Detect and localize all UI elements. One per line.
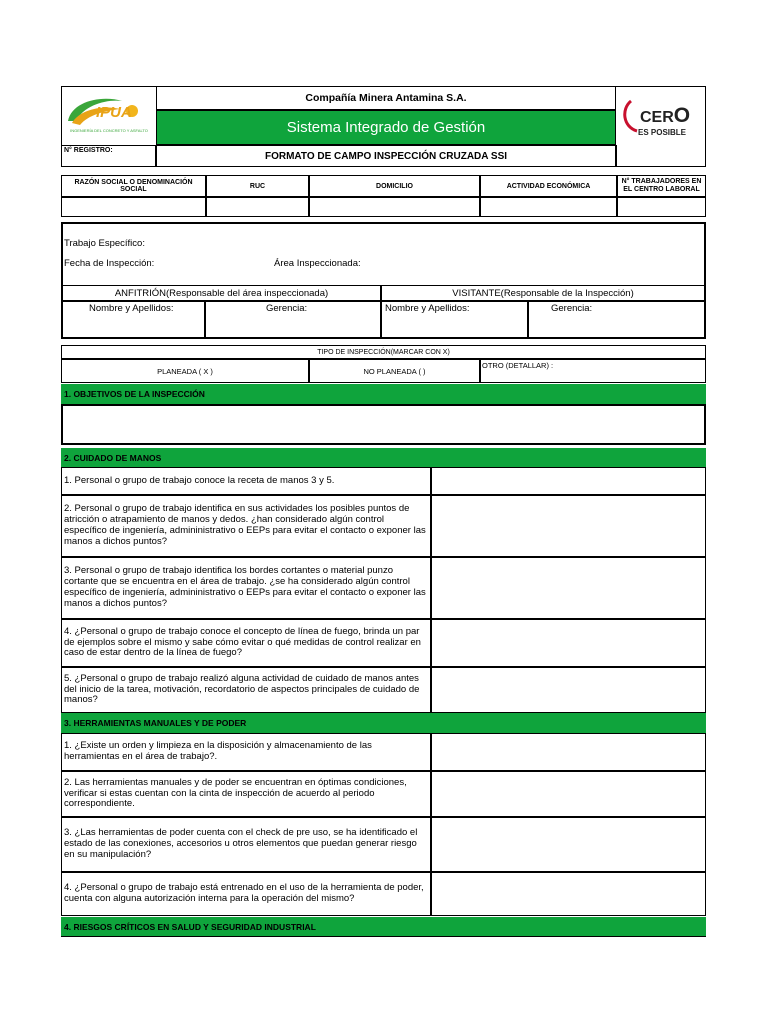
logo-left	[62, 87, 156, 146]
company-name-text: Compañía Minera Antamina S.A.	[305, 92, 467, 104]
objetivos-field[interactable]	[61, 404, 706, 445]
logo-right	[617, 87, 705, 145]
header-right-blank	[616, 145, 706, 167]
visitante-header-text: VISITANTE(Responsable de la Inspección)	[452, 287, 634, 299]
question-manos-1	[61, 467, 431, 495]
anfitrion-header	[62, 285, 381, 301]
answer-herramientas-4[interactable]	[431, 872, 706, 916]
question-herramientas-1	[61, 733, 431, 771]
question-herramientas-4-text: 4. ¿Personal o grupo de trabajo está entrenado en el uso de la herramienta de poder, cuenta con alguna autorización interna para la operación del mismo?	[64, 882, 424, 904]
question-manos-4-text: 4. ¿Personal o grupo de trabajo conoce el concepto de línea de fuego, brinda un par de ejemplos sobre el mismo y sabe cómo evitar o qué medidas de control realizar en caso de estar dentro de la línea de fuego?	[64, 625, 421, 659]
area-label: Área Inspeccionada:	[274, 258, 361, 269]
logo-left-caption: INGENIERÍA DEL CONCRETO Y ASFALTO	[70, 128, 148, 133]
question-herramientas-3	[61, 817, 431, 872]
question-manos-2	[61, 495, 431, 557]
tipo-no-planeada[interactable]	[309, 359, 480, 383]
cell-domicilio[interactable]	[309, 197, 480, 217]
logo-right-caption: ES POSIBLE	[637, 128, 686, 137]
cell-trabajadores[interactable]	[617, 197, 706, 217]
question-manos-2-text: 2. Personal o grupo de trabajo identifica en sus actividades los posibles puntos de atricción o atrapamiento de manos y dedos. ¿han considerado algún control específico de ingeniería, admininistrativo o EEPs para evitar el contacto o exponer las manos a dichos puntos?	[64, 503, 426, 547]
answer-manos-5[interactable]	[431, 667, 706, 713]
col-ruc-text: RUC	[249, 182, 266, 190]
question-herramientas-3-text: 3. ¿Las herramientas de poder cuenta con el check de pre uso, se ha identificado el estado de las conexiones, accesorios u otros elementos que puedan generar riesgo en su manipulación?	[64, 827, 418, 860]
form-title	[156, 145, 616, 167]
question-herramientas-2-text: 2. Las herramientas manuales y de poder se encuentran en óptimas condiciones, verificar si estas cuentan con la cinta de inspección de acuerdo al periodo correspondiente.	[64, 776, 407, 810]
tipo-inspeccion-title	[61, 345, 706, 359]
logo-left-text: IPUA	[96, 104, 132, 121]
form-title-text: FORMATO DE CAMPO INSPECCIÓN CRUZADA SSI	[264, 150, 508, 162]
question-manos-1-text: 1. Personal o grupo de trabajo conoce la receta de manos 3 y 5.	[64, 474, 335, 486]
section-objetivos: 1. OBJETIVOS DE LA INSPECCIÓN	[61, 384, 706, 404]
logo-right-o: O	[673, 104, 691, 127]
registro-cell	[61, 145, 156, 167]
answer-herramientas-3[interactable]	[431, 817, 706, 872]
system-title	[156, 110, 616, 145]
tipo-planeada[interactable]	[61, 359, 309, 383]
col-trabajadores-text: N° TRABAJADORES EN EL CENTRO LABORAL	[621, 178, 702, 193]
company-name	[156, 86, 616, 110]
question-herramientas-1-text: 1. ¿Existe un orden y limpieza en la disposición y almacenamiento de las herramientas en el área de trabajo?.	[64, 740, 372, 762]
visitante-nombre-label: Nombre y Apellidos:	[385, 303, 470, 314]
question-herramientas-2	[61, 771, 431, 817]
tipo-inspeccion-title-text: TIPO DE INSPECCIÓN(MARCAR CON X)	[317, 348, 450, 356]
answer-manos-3[interactable]	[431, 557, 706, 619]
logo-right-text: CER	[640, 109, 674, 126]
tipo-no-planeada-text: NO PLANEADA ( )	[363, 366, 426, 376]
logo-right-wordmark	[640, 104, 690, 128]
section-riesgos-criticos: 4. RIESGOS CRÍTICOS EN SALUD Y SEGURIDAD INDUSTRIAL	[61, 917, 706, 937]
question-manos-3-text: 3. Personal o grupo de trabajo identifica los bordes cortantes o material punzo cortante que se encuentra en el área de trabajo. ¿se ha considerado algún control específico de ingeniería, admininistrativo o EEPs para evitar el contacto o exponer las manos a dichos puntos?	[64, 565, 426, 609]
anfitrion-gerencia-label: Gerencia:	[266, 303, 308, 314]
col-trabajadores	[617, 175, 706, 197]
tipo-planeada-text: PLANEADA ( X )	[157, 366, 213, 376]
question-manos-3	[61, 557, 431, 619]
tipo-otro[interactable]	[480, 359, 706, 383]
anfitrion-nombre[interactable]	[62, 301, 205, 338]
answer-manos-1[interactable]	[431, 467, 706, 495]
col-razon-social-text: RAZÓN SOCIAL O DENOMINACIÓN SOCIAL	[74, 179, 193, 193]
anfitrion-header-text: ANFITRIÓN(Responsable del área inspeccionada)	[114, 287, 329, 299]
col-domicilio	[309, 175, 480, 197]
registro-label: N° REGISTRO:	[64, 147, 113, 154]
question-herramientas-4	[61, 872, 431, 916]
visitante-gerencia-label: Gerencia:	[551, 303, 593, 314]
section-herramientas: 3. HERRAMIENTAS MANUALES Y DE PODER	[61, 713, 706, 733]
col-actividad	[480, 175, 617, 197]
section-cuidado-manos: 2. CUIDADO DE MANOS	[61, 448, 706, 468]
visitante-header	[381, 285, 705, 301]
col-ruc	[206, 175, 309, 197]
tipo-otro-text: OTRO (DETALLAR) :	[482, 361, 554, 370]
cell-ruc[interactable]	[206, 197, 309, 217]
cell-razon-social[interactable]	[61, 197, 206, 217]
system-title-text: Sistema Integrado de Gestión	[286, 119, 486, 136]
fecha-label: Fecha de Inspección:	[64, 258, 155, 269]
trabajo-label: Trabajo Específico:	[64, 238, 145, 249]
visitante-nombre[interactable]	[381, 301, 528, 338]
question-manos-5-text: 5. ¿Personal o grupo de trabajo realizó alguna actividad de cuidado de manos antes del inicio de la tarea, motivación, recordatorio de aspectos principales de cuidado de manos?	[64, 672, 420, 706]
cell-actividad[interactable]	[480, 197, 617, 217]
question-manos-5	[61, 667, 431, 713]
anfitrion-nombre-label: Nombre y Apellidos:	[89, 303, 174, 314]
answer-herramientas-1[interactable]	[431, 733, 706, 771]
col-razon-social	[61, 175, 206, 197]
visitante-gerencia[interactable]	[528, 301, 705, 338]
question-manos-4	[61, 619, 431, 667]
answer-manos-2[interactable]	[431, 495, 706, 557]
answer-manos-4[interactable]	[431, 619, 706, 667]
col-domicilio-text: DOMICILIO	[376, 182, 413, 190]
answer-herramientas-2[interactable]	[431, 771, 706, 817]
col-actividad-text: ACTIVIDAD ECONÓMICA	[506, 182, 591, 190]
anfitrion-gerencia[interactable]	[205, 301, 381, 338]
